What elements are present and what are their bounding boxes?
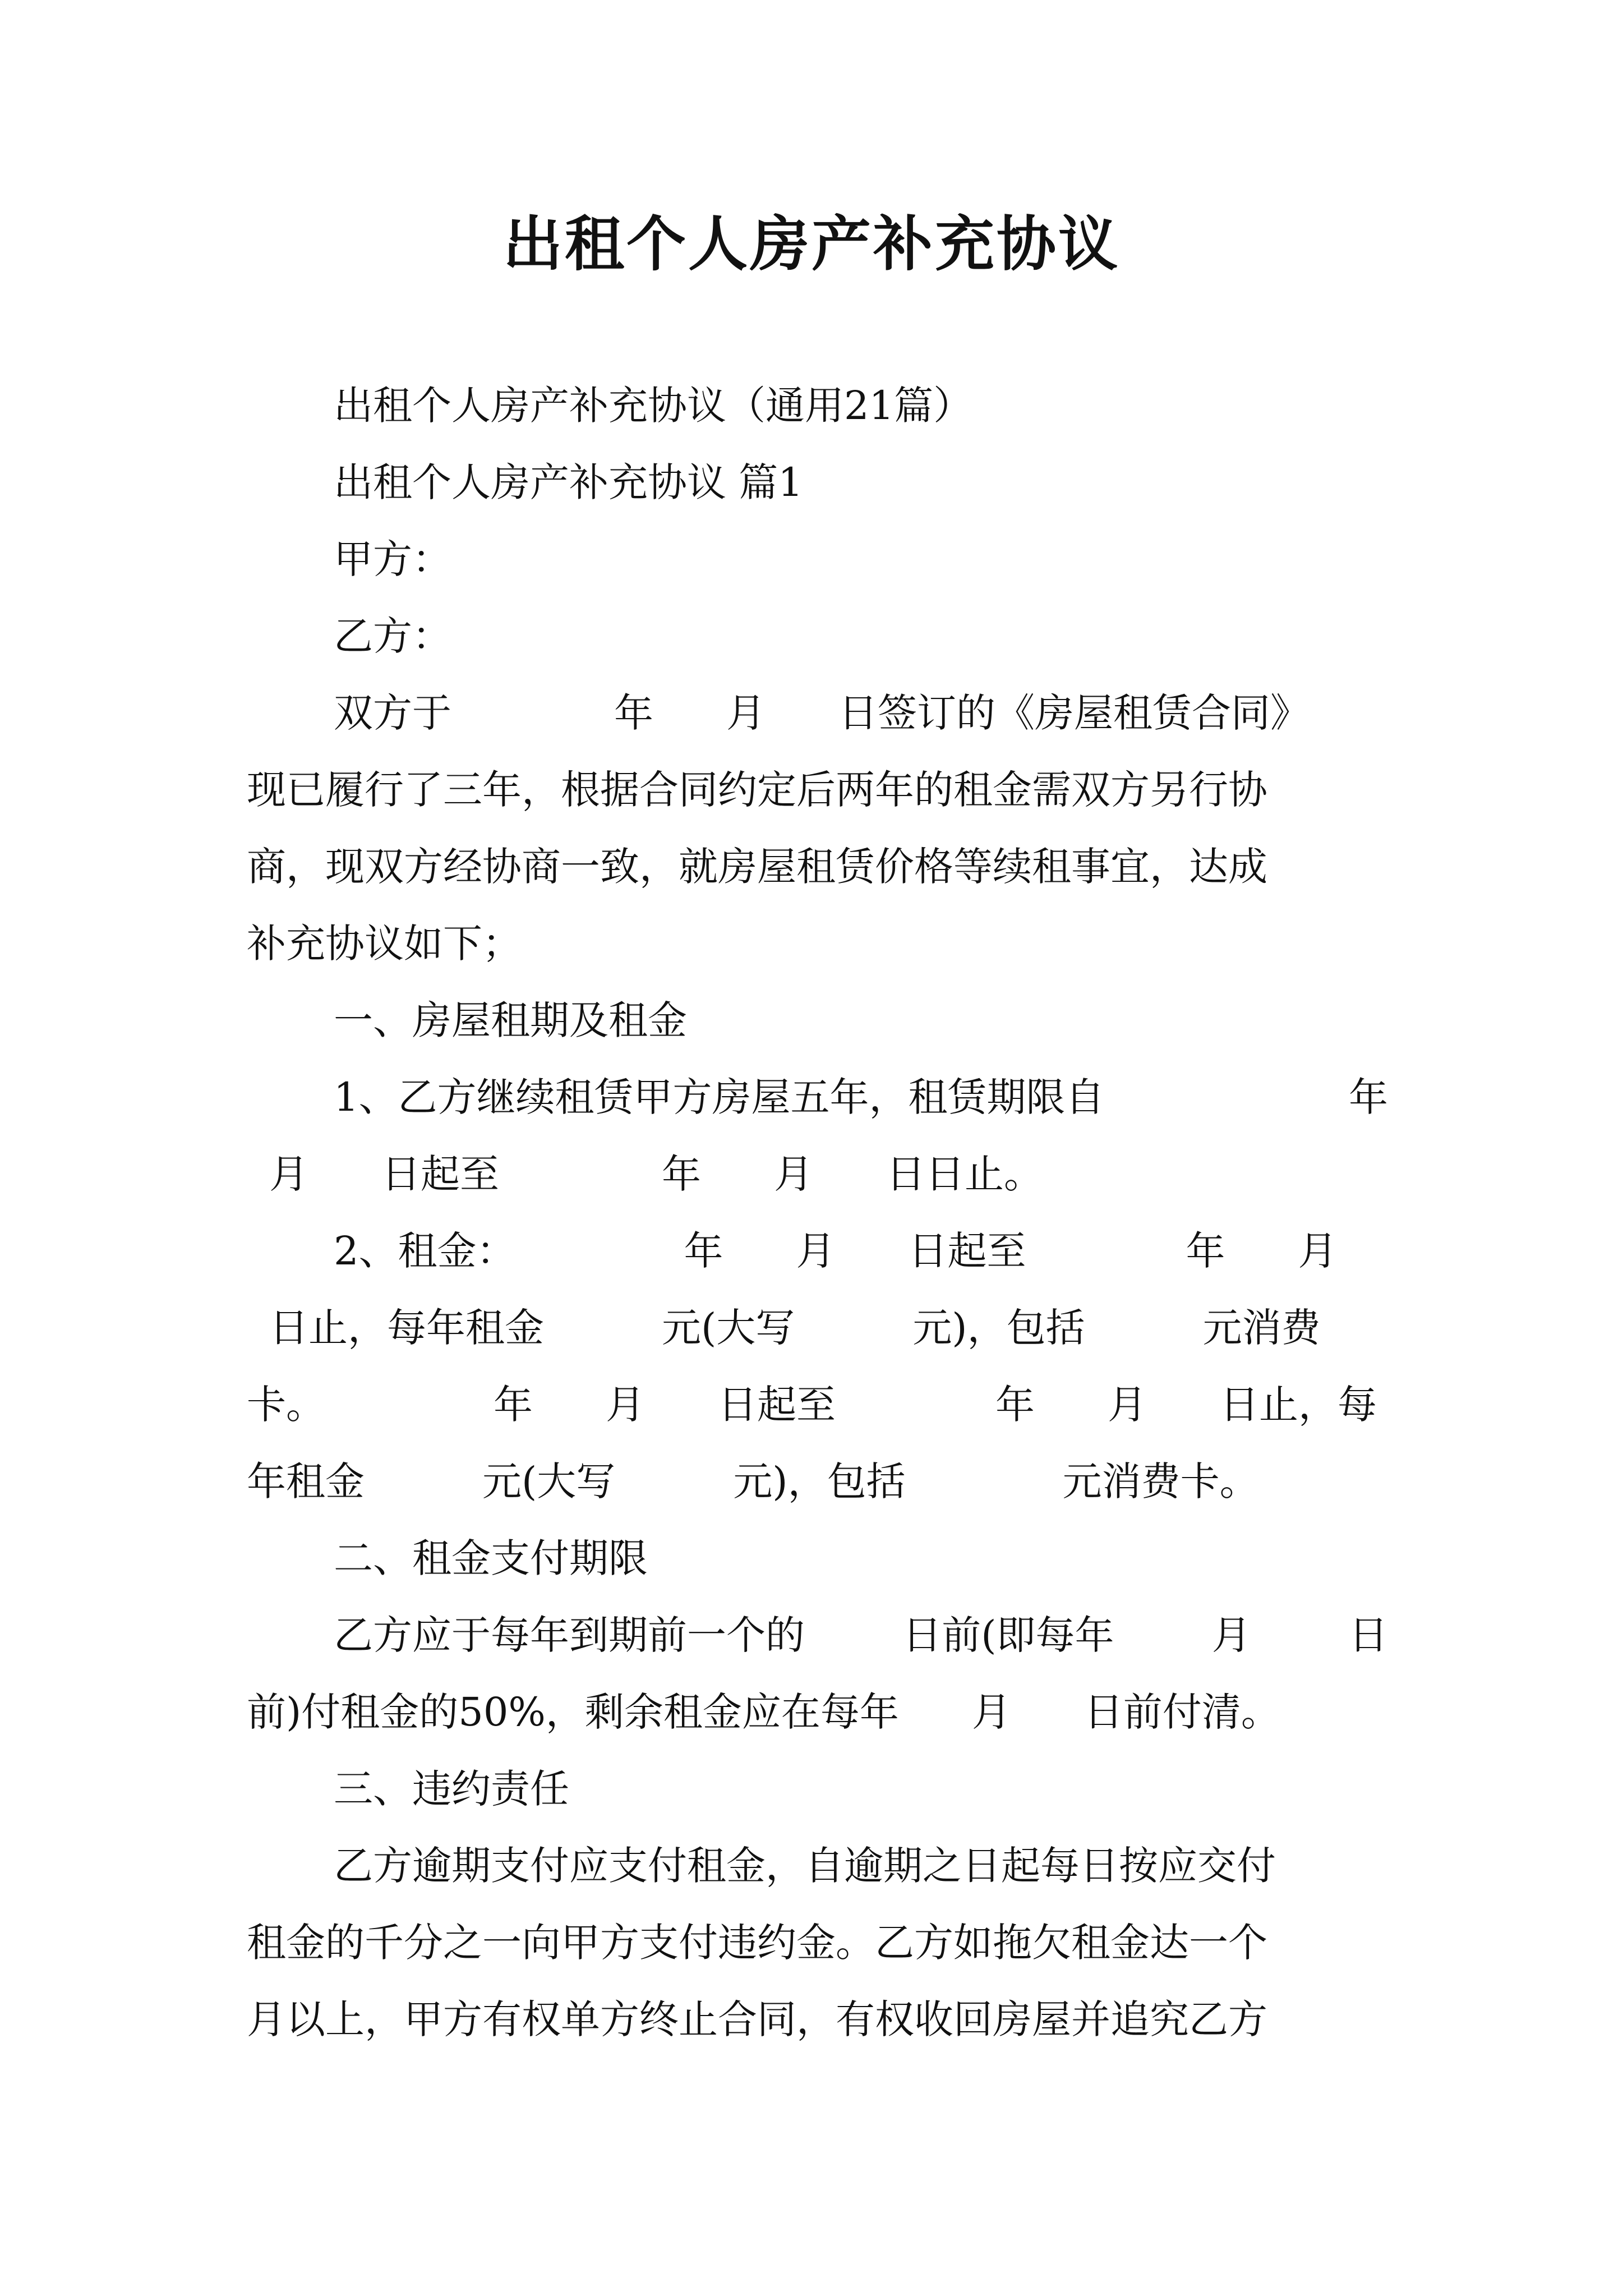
item-1-end-month: 月 <box>774 1151 813 1197</box>
item-2-line-1 <box>247 1213 1388 1290</box>
item-2-end-year-2: 年 <box>995 1382 1035 1428</box>
item-2-consumer-card-2: 元消费卡。 <box>1062 1458 1259 1504</box>
intro-line-4: 补充协议如下； <box>247 921 522 967</box>
item-1-month: 月 <box>269 1151 308 1197</box>
item-2-rent-uppercase: 元(大写 <box>662 1305 795 1351</box>
item-2-rent-uppercase-2: 元(大写 <box>482 1458 616 1504</box>
document-body <box>247 367 1388 2058</box>
item-2-end-month: 月 <box>1298 1228 1338 1274</box>
section-2-line-1 <box>247 1597 1388 1674</box>
item-1-year: 年 <box>1349 1074 1388 1120</box>
intro-line-3: 商，现双方经协商一致，就房屋租赁价格等续租事宜，达成 <box>247 844 1267 890</box>
section-3-heading: 三、违约责任 <box>334 1766 569 1812</box>
intro-line-2: 现已履行了三年，根据合同约定后两年的租金需双方另行协 <box>247 767 1267 813</box>
item-2-start-day-2: 日起至 <box>718 1382 836 1428</box>
item-1-start-day: 日起至 <box>381 1151 499 1197</box>
item-2-rent-text-2: 年租金 <box>247 1458 365 1504</box>
item-2-card: 卡。 <box>247 1382 325 1428</box>
party-b-label: 乙方： <box>334 613 451 659</box>
item-2-label: 2、租金： <box>334 1228 516 1274</box>
item-2-consumer-card: 元消费 <box>1202 1305 1321 1351</box>
item-1-text: 1、乙方继续租赁甲方房屋五年，租赁期限自 <box>334 1074 1105 1120</box>
item-2-end-year: 年 <box>1186 1228 1225 1274</box>
document-subtitle: 出租个人房产补充协议（通用21篇） <box>334 383 973 429</box>
item-2-line-2 <box>247 1290 1388 1366</box>
party-a-label: 甲方： <box>334 536 451 582</box>
item-1-line-1 <box>247 1059 1388 1136</box>
item-2-includes-2: 元)，包括 <box>733 1458 906 1504</box>
section-3-line-1: 乙方逾期支付应支付租金，自逾期之日起每日按应交付 <box>334 1843 1276 1889</box>
item-2-includes: 元)，包括 <box>912 1305 1085 1351</box>
item-2-end-day-2: 日止，每 <box>1220 1382 1377 1428</box>
section-3-line-2: 租金的千分之一向甲方支付违约金。乙方如拖欠租金达一个 <box>247 1920 1267 1966</box>
item-2-rent-text: 日止，每年租金 <box>269 1305 544 1351</box>
intro-year: 年 <box>614 690 653 736</box>
section-1-heading: 一、房屋租期及租金 <box>334 997 687 1043</box>
section-2-pay-text: 前)付租金的50%，剩余租金应在每年 <box>247 1689 899 1735</box>
item-1-end-day: 日日止。 <box>886 1151 1043 1197</box>
item-1-end-year: 年 <box>662 1151 701 1197</box>
section-2-heading: 二、租金支付期限 <box>334 1535 648 1581</box>
intro-text: 日签订的《房屋租赁合同》 <box>838 690 1310 736</box>
item-2-year: 年 <box>684 1228 723 1274</box>
item-2-month-2: 月 <box>606 1382 645 1428</box>
section-2-line-2 <box>247 1674 1388 1751</box>
section-3-line-3: 月以上，甲方有权单方终止合同，有权收回房屋并追究乙方 <box>247 1996 1267 2042</box>
section-2-pay-day: 日前付清。 <box>1083 1689 1280 1735</box>
item-2-line-4 <box>247 1443 1388 1520</box>
intro-line-1 <box>247 675 1388 752</box>
intro-month: 月 <box>726 690 766 736</box>
section-2-month: 月 <box>1211 1612 1251 1658</box>
item-2-month: 月 <box>796 1228 836 1274</box>
intro-text: 双方于 <box>334 690 451 736</box>
section-2-day: 日 <box>1348 1612 1388 1658</box>
item-2-line-3 <box>247 1366 1388 1443</box>
item-2-year-2: 年 <box>494 1382 533 1428</box>
section-2-text: 乙方应于每年到期前一个的 <box>334 1612 805 1658</box>
chapter-heading: 出租个人房产补充协议 篇1 <box>334 459 803 505</box>
item-2-end-month-2: 月 <box>1108 1382 1147 1428</box>
item-2-start-day: 日起至 <box>908 1228 1026 1274</box>
item-1-line-2 <box>247 1136 1388 1213</box>
document-title: 出租个人房产补充协议 <box>503 209 1120 279</box>
section-2-pay-month: 月 <box>971 1689 1011 1735</box>
section-2-before-day: 日前(即每年 <box>902 1612 1114 1658</box>
